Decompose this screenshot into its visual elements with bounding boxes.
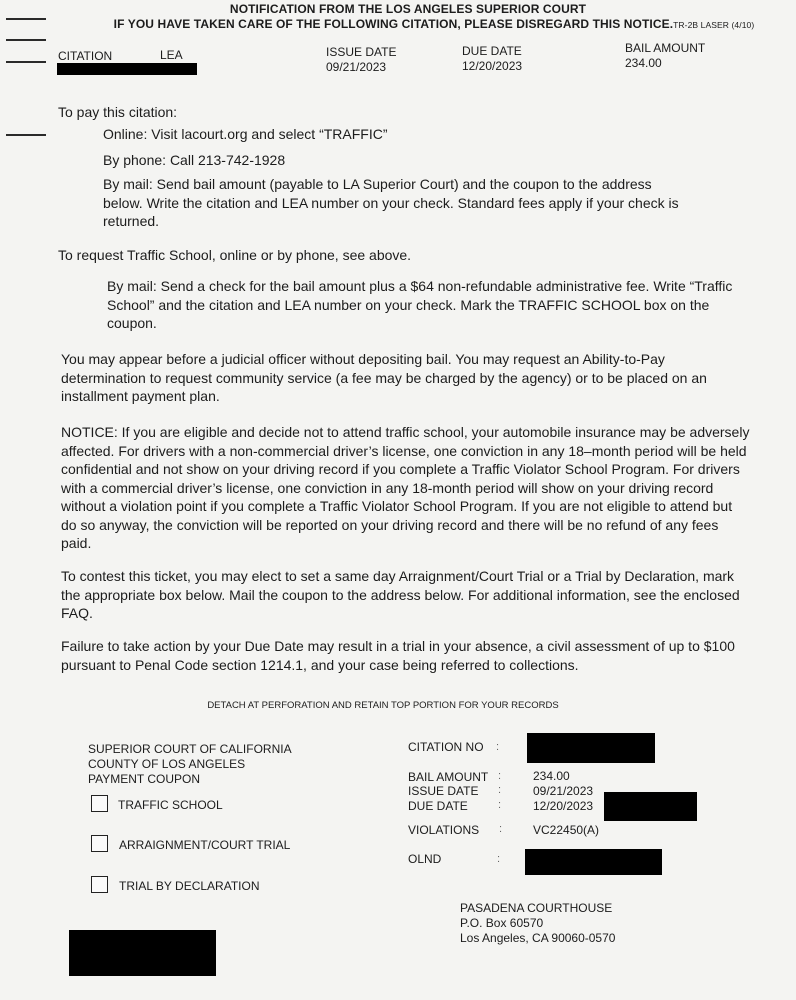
bail-amount-value: 234.00 — [625, 56, 662, 70]
courthouse-address — [460, 901, 615, 946]
address-line-2: P.O. Box 60570 — [460, 916, 544, 930]
separator: : — [498, 799, 502, 811]
redacted-olnd — [525, 849, 662, 875]
trial-by-declaration-option-label: TRIAL BY DECLARATION — [119, 879, 260, 893]
notice-subtitle — [36, 17, 796, 31]
issue-date-value: 09/21/2023 — [326, 60, 387, 74]
notice-paragraph: NOTICE: If you are eligible and decide not to attend traffic school, your automobile insurance may be adversely affected. For drivers with a non-commercial driver’s license, one conviction in any 18–month period will be held confidential and not show on your driving record if you complete a Traffic Violator School Program. For drivers with a commercial driver’s license, one conviction in any 18-month period will show on your driving record without a violation point if you complete a Traffic Violator School Program. If you are not eligible to attend but do so anyway, the conviction will be reported on your driving record and there will be no refund of any fees paid. — [61, 424, 750, 551]
address-line-3: Los Angeles, CA 90060-0570 — [460, 931, 616, 945]
bail-amount-label: BAIL AMOUNT — [625, 41, 706, 55]
trial-by-declaration-checkbox[interactable] — [91, 876, 108, 893]
coupon-bail-amount-value: 234.00 — [533, 769, 570, 783]
court-line-2: COUNTY OF LOS ANGELES — [88, 757, 246, 771]
lea-label: LEA — [160, 48, 183, 62]
address-line-1: PASADENA COURTHOUSE — [460, 901, 613, 915]
court-line-3: PAYMENT COUPON — [88, 772, 201, 786]
contest-paragraph: To contest this ticket, you may elect to set a same day Arraignment/Court Trial or a Trial by Declaration, mark the appropriate box below. Mail the coupon to the address below. For additional information, see the enclosed FAQ. — [61, 568, 740, 621]
traffic-school-checkbox[interactable] — [91, 795, 108, 812]
coupon-violations-value: VC22450(A) — [533, 823, 600, 837]
pay-online: Online: Visit lacourt.org and select “TRAFFIC” — [103, 126, 388, 142]
court-name — [88, 742, 292, 787]
margin-mark — [6, 61, 46, 63]
due-date-label: DUE DATE — [462, 44, 522, 58]
separator: : — [498, 770, 502, 782]
disregard-text: IF YOU HAVE TAKEN CARE OF THE FOLLOWING CITATION, PLEASE DISREGARD THIS NOTICE. — [113, 17, 674, 31]
redacted-citation-lea — [57, 63, 197, 75]
separator: : — [499, 823, 503, 835]
coupon-issue-date-value: 09/21/2023 — [533, 784, 594, 798]
pay-mail: By mail: Send bail amount (payable to LA Superior Court) and the coupon to the address below. Write the citation and LEA number on your check. Standard fees apply if your check is returned. — [103, 176, 679, 229]
coupon-due-date-value: 12/20/2023 — [533, 799, 594, 813]
coupon-violations-label: VIOLATIONS — [408, 823, 480, 837]
traffic-school-option-label: TRAFFIC SCHOOL — [118, 798, 223, 812]
pay-intro: To pay this citation: — [58, 104, 178, 120]
traffic-school-mail: By mail: Send a check for the bail amount plus a $64 non-refundable administrative fee. Write “Traffic School” and the citation and LEA number on your check. Mark the TRAFFIC SCHOOL box on the coupon. — [107, 278, 733, 331]
redacted-mailing-address — [69, 930, 216, 976]
arraignment-court-trial-checkbox[interactable] — [91, 835, 108, 852]
coupon-bail-amount-label: BAIL AMOUNT — [408, 770, 489, 784]
notice-title: NOTIFICATION FROM THE LOS ANGELES SUPERIOR COURT — [229, 2, 587, 16]
coupon-due-date-label: DUE DATE — [408, 799, 468, 813]
coupon-olnd-label: OLND — [408, 852, 442, 866]
coupon-citation-no-label: CITATION NO — [408, 740, 484, 754]
failure-paragraph: Failure to take action by your Due Date may result in a trial in your absence, a civil assessment of up to $100 pursuant to Penal Code section 1214.1, and your case being referred to collections. — [61, 638, 735, 673]
separator: : — [496, 741, 500, 753]
issue-date-label: ISSUE DATE — [326, 45, 397, 59]
arraignment-court-trial-option-label: ARRAIGNMENT/COURT TRIAL — [119, 838, 291, 852]
margin-mark — [6, 39, 46, 41]
separator: : — [497, 853, 501, 865]
form-code: TR-2B LASER (4/10) — [673, 20, 755, 30]
citation-label: CITATION — [58, 49, 113, 63]
court-line-1: SUPERIOR COURT OF CALIFORNIA — [88, 742, 292, 756]
appear-paragraph: You may appear before a judicial officer without depositing bail. You may request an Ability-to-Pay determination to request community service (a fee may be charged by the agency) or to be placed on an installment payment plan. — [61, 351, 707, 404]
margin-mark — [6, 134, 46, 136]
coupon-issue-date-label: ISSUE DATE — [408, 784, 479, 798]
traffic-school-intro: To request Traffic School, online or by phone, see above. — [58, 247, 412, 263]
separator: : — [498, 784, 502, 796]
detach-instruction: DETACH AT PERFORATION AND RETAIN TOP PORTION FOR YOUR RECORDS — [207, 700, 559, 711]
due-date-value: 12/20/2023 — [462, 59, 523, 73]
redacted-due-date-extra — [604, 792, 697, 821]
pay-phone: By phone: Call 213-742-1928 — [103, 152, 286, 168]
redacted-citation-no — [527, 733, 655, 763]
